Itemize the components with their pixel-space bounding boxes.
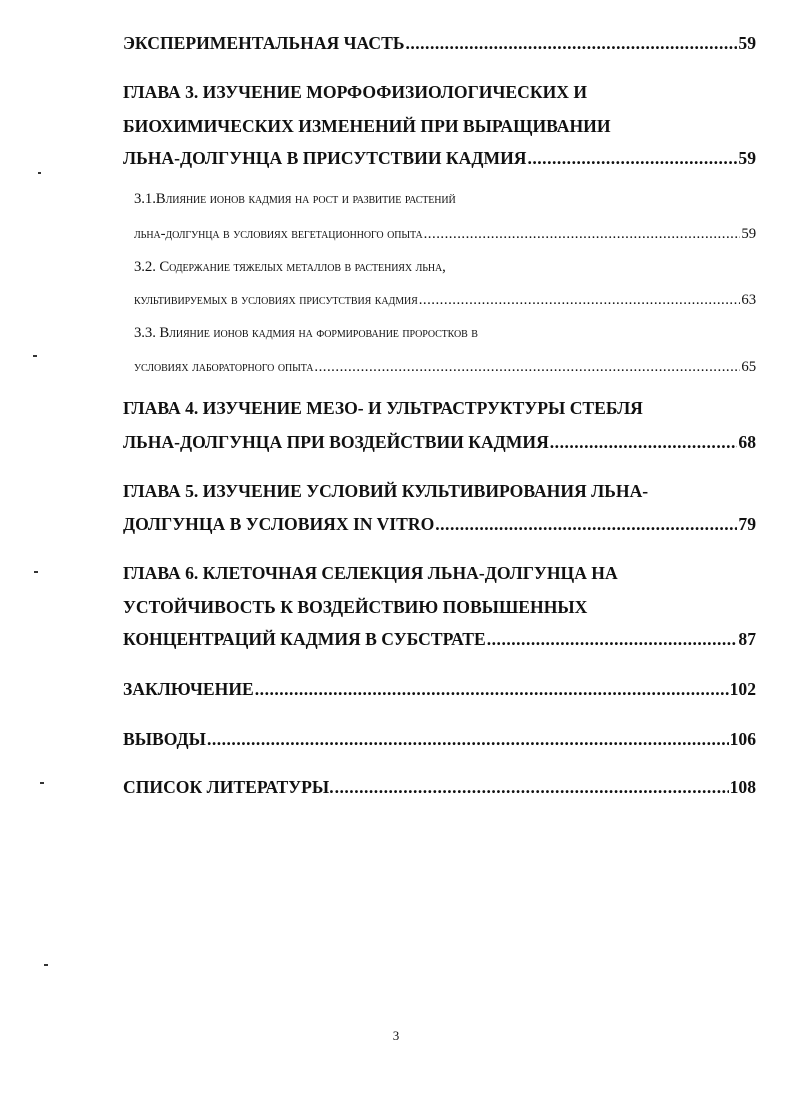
toc-entry-title: ЭКСПЕРИМЕНТАЛЬНАЯ ЧАСТЬ xyxy=(123,33,405,53)
scan-speck xyxy=(38,172,41,174)
scan-speck xyxy=(33,355,37,357)
toc-entry-title: ГЛАВА 4. ИЗУЧЕНИЕ МЕЗО- И УЛЬТРАСТРУКТУРЫ СТЕБЛЯ xyxy=(123,398,643,418)
toc-entry-chapter-3-line-1 xyxy=(123,82,756,108)
toc-entry-title: ВЫВОДЫ xyxy=(123,729,206,749)
scan-speck xyxy=(44,964,48,966)
toc-page-number: 79 xyxy=(738,514,756,534)
dot-leader xyxy=(207,729,729,750)
toc-page-number: 65 xyxy=(741,359,756,375)
toc-page-number: 102 xyxy=(729,679,756,699)
toc-entry-title: ДОЛГУНЦА В УСЛОВИЯХ IN VITRO xyxy=(123,514,435,534)
toc-page-number: 63 xyxy=(741,292,756,308)
toc-page-number: 59 xyxy=(741,226,756,242)
toc-entry-experimental xyxy=(123,33,756,59)
toc-entry-title: 3.3. Влияние ионов кадмия на формирование проростков в xyxy=(134,325,478,341)
toc-entry-chapter-5-line-2 xyxy=(123,514,756,540)
toc-page-number: 106 xyxy=(729,729,756,749)
dot-leader xyxy=(424,226,741,243)
dot-leader xyxy=(419,292,741,309)
toc-entry-section-3-2-line-2 xyxy=(134,292,756,318)
toc-entry-references xyxy=(123,777,756,803)
page-number: 3 xyxy=(392,1028,400,1043)
toc-entry-title: 3.1.Влияние ионов кадмия на рост и развитие растений xyxy=(134,191,456,207)
toc-page-number: 59 xyxy=(738,148,756,168)
toc-entry-chapter-5-line-1 xyxy=(123,481,756,507)
toc-entry-title: ЗАКЛЮЧЕНИЕ xyxy=(123,679,254,699)
dot-leader xyxy=(405,33,737,54)
toc-entry-title: УСТОЙЧИВОСТЬ К ВОЗДЕЙСТВИЮ ПОВЫШЕННЫХ xyxy=(123,597,588,617)
toc-entry-section-3-3-line-1 xyxy=(134,325,756,351)
toc-entry-title: ГЛАВА 6. КЛЕТОЧНАЯ СЕЛЕКЦИЯ ЛЬНА-ДОЛГУНЦА НА xyxy=(123,563,618,583)
toc-entry-chapter-4-line-2 xyxy=(123,432,756,458)
dot-leader xyxy=(314,359,740,376)
dot-leader xyxy=(550,432,738,453)
toc-entry-chapter-6-line-2 xyxy=(123,597,756,623)
toc-entry-title: ЛЬНА-ДОЛГУНЦА В ПРИСУТСТВИИ КАДМИЯ xyxy=(123,148,527,168)
toc-entry-chapter-3-line-3 xyxy=(123,148,756,174)
toc-entry-title: 3.2. Содержание тяжелых металлов в растениях льна, xyxy=(134,259,446,275)
toc-entry-title: условиях лабораторного опыта xyxy=(134,359,314,375)
toc-entry-title: ГЛАВА 3. ИЗУЧЕНИЕ МОРФОФИЗИОЛОГИЧЕСКИХ И xyxy=(123,82,588,102)
toc-entry-title: ЛЬНА-ДОЛГУНЦА ПРИ ВОЗДЕЙСТВИИ КАДМИЯ xyxy=(123,432,549,452)
toc-entry-section-3-1-line-2 xyxy=(134,226,756,252)
toc-entry-findings xyxy=(123,729,756,755)
toc-entry-section-3-3-line-2 xyxy=(134,359,756,385)
toc-entry-chapter-6-line-1 xyxy=(123,563,756,589)
toc-page-number: 68 xyxy=(738,432,756,452)
dot-leader xyxy=(255,679,729,700)
toc-entry-section-3-2-line-1 xyxy=(134,259,756,285)
toc-page-number: 108 xyxy=(729,777,756,797)
toc-entry-title: КОНЦЕНТРАЦИЙ КАДМИЯ В СУБСТРАТЕ xyxy=(123,629,486,649)
toc-entry-title: культивируемых в условиях присутствия кадмия xyxy=(134,292,418,308)
toc-entry-title: БИОХИМИЧЕСКИХ ИЗМЕНЕНИЙ ПРИ ВЫРАЩИВАНИИ xyxy=(123,116,611,136)
toc-entry-title: льна-долгунца в условиях вегетационного опыта xyxy=(134,226,423,242)
dot-leader xyxy=(487,629,738,650)
scan-speck xyxy=(34,571,38,573)
toc-page-number: 87 xyxy=(738,629,756,649)
toc-page-number: 59 xyxy=(738,33,756,53)
dot-leader xyxy=(435,514,737,535)
toc-entry-chapter-3-line-2 xyxy=(123,116,756,142)
toc-entry-chapter-4-line-1 xyxy=(123,398,756,424)
toc-entry-conclusion xyxy=(123,679,756,705)
dot-leader xyxy=(335,777,729,798)
toc-entry-title: СПИСОК ЛИТЕРАТУРЫ. xyxy=(123,777,334,797)
dot-leader xyxy=(527,148,737,169)
toc-entry-chapter-6-line-3 xyxy=(123,629,756,655)
toc-entry-title: ГЛАВА 5. ИЗУЧЕНИЕ УСЛОВИЙ КУЛЬТИВИРОВАНИЯ ЛЬНА- xyxy=(123,481,649,501)
toc-entry-section-3-1-line-1 xyxy=(134,191,756,217)
scan-speck xyxy=(40,782,44,784)
